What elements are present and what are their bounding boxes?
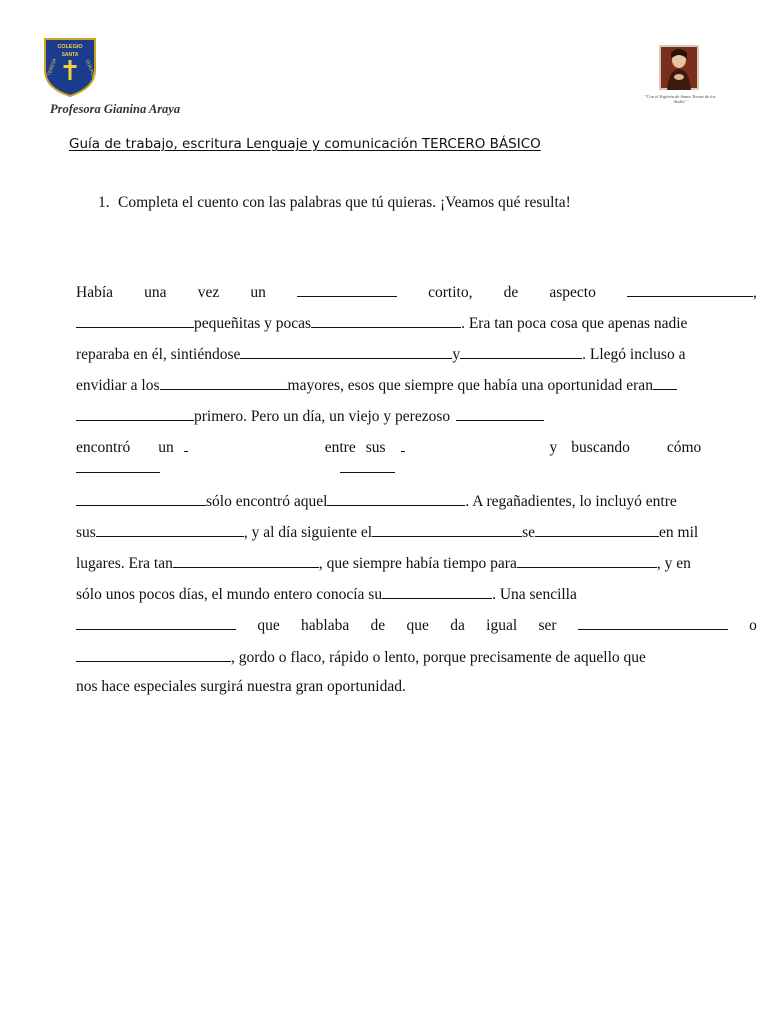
fill-in-blank[interactable] — [76, 313, 194, 328]
fill-in-blank[interactable] — [76, 491, 206, 506]
fill-in-blank[interactable] — [401, 437, 405, 452]
fill-in-blank[interactable] — [76, 406, 194, 421]
fill-in-blank[interactable] — [240, 344, 452, 359]
instruction — [98, 194, 571, 212]
story-word: primero. Pero un día, un viejo y perezoso — [194, 408, 451, 425]
fill-in-blank[interactable] — [96, 522, 244, 537]
fill-in-blank[interactable] — [297, 282, 397, 297]
story-word: se — [522, 524, 536, 541]
fill-in-blank[interactable] — [578, 615, 728, 630]
story-word: . Era tan poca cosa que apenas nadie — [461, 315, 688, 332]
story-line — [76, 375, 757, 395]
story-word: . Llegó incluso a — [582, 346, 686, 363]
fill-in-blank[interactable] — [184, 437, 188, 452]
fill-in-blank[interactable] — [327, 491, 465, 506]
story-word: sus — [365, 439, 386, 456]
instruction-number: 1. — [98, 194, 110, 211]
story-line — [76, 344, 757, 364]
story-word: buscando — [571, 439, 630, 456]
fill-in-blank[interactable] — [76, 647, 231, 662]
story-word: igual — [486, 617, 518, 634]
story-word: o — [749, 617, 757, 634]
fill-in-blank[interactable] — [382, 584, 492, 599]
story-word: entre — [324, 439, 356, 456]
story-line — [76, 406, 757, 426]
story-word: encontró — [76, 439, 131, 456]
fill-in-blank[interactable] — [311, 313, 461, 328]
story-line — [76, 313, 757, 333]
story-line — [76, 522, 757, 542]
story-word: , — [753, 284, 757, 301]
teacher-name: Profesora Gianina Araya — [50, 102, 181, 116]
story-word: un — [158, 439, 174, 456]
fill-in-blank[interactable] — [160, 375, 288, 390]
fill-in-blank[interactable] — [76, 615, 236, 630]
story-word: envidiar a los — [76, 377, 160, 394]
story-line — [76, 584, 757, 604]
fill-in-blank[interactable] — [76, 458, 160, 473]
story-word: vez — [197, 284, 220, 301]
story-word: reparaba en él, sintiéndose — [76, 346, 241, 363]
story-word: , que siempre había tiempo para — [318, 555, 517, 572]
story-word: y — [549, 439, 558, 456]
story-word: pequeñitas y pocas — [194, 315, 312, 332]
story-word: sólo encontró aquel — [206, 493, 328, 510]
story-word: Había — [76, 284, 114, 301]
fill-in-blank[interactable] — [627, 282, 753, 297]
story-word: sus — [76, 524, 96, 541]
story-line — [76, 437, 757, 457]
fill-in-blank[interactable] — [372, 522, 522, 537]
svg-text:TERESA: TERESA — [46, 57, 58, 77]
story-line — [76, 647, 757, 667]
story-word: mayores, esos que siempre que había una oportunidad eran — [287, 377, 653, 394]
story-word: aspecto — [549, 284, 596, 301]
instruction-text: Completa el cuento con las palabras que tú quieras. ¡Veamos qué resulta! — [118, 194, 571, 211]
fill-in-blank[interactable] — [340, 458, 395, 473]
story-word: de — [503, 284, 519, 301]
fill-in-blank[interactable] — [460, 344, 582, 359]
story-line — [76, 282, 757, 302]
story-word: lugares. Era tan — [76, 555, 173, 572]
school-crest-logo — [42, 36, 98, 98]
story-line — [76, 678, 757, 698]
svg-text:COLEGIO: COLEGIO — [57, 44, 83, 50]
story-word: da — [450, 617, 465, 634]
story-word: , y en — [656, 555, 691, 572]
page-title: Guía de trabajo, escritura Lenguaje y comunicación TERCERO BÁSICO — [69, 136, 541, 152]
story-word: nos hace especiales surgirá nuestra gran oportunidad. — [76, 678, 406, 695]
fill-in-blank[interactable] — [173, 553, 319, 568]
story-word: un — [250, 284, 266, 301]
story-word: que — [406, 617, 429, 634]
story-word: sólo unos pocos días, el mundo entero conocía su — [76, 586, 383, 603]
story-word: de — [370, 617, 386, 634]
story-word: . A regañadientes, lo incluyó entre — [465, 493, 677, 510]
story-word: ser — [538, 617, 557, 634]
story-line — [76, 491, 757, 511]
story-word: y — [452, 346, 461, 363]
svg-text:SANTA: SANTA — [61, 52, 79, 58]
fill-in-blank[interactable] — [535, 522, 659, 537]
story-word: cómo — [666, 439, 702, 456]
story-word: que — [257, 617, 280, 634]
saint-portrait-image — [659, 45, 699, 90]
svg-text:QUILPUE: QUILPUE — [85, 58, 97, 79]
story-line — [76, 553, 757, 573]
story-word: hablaba — [301, 617, 350, 634]
story-word: , gordo o flaco, rápido o lento, porque precisamente de aquello que — [231, 649, 646, 666]
story-word: . Una sencilla — [492, 586, 577, 603]
fill-in-blank[interactable] — [653, 375, 677, 390]
story-word: , y al día siguiente el — [243, 524, 373, 541]
portrait-caption: "Con el Espíritu de Santa Teresa de los Andes" — [644, 94, 716, 104]
story-word: una — [144, 284, 167, 301]
story-word: cortito, — [428, 284, 473, 301]
fill-in-blank[interactable] — [456, 406, 544, 421]
story-line — [76, 615, 757, 635]
fill-in-blank[interactable] — [517, 553, 657, 568]
story-word: en mil — [659, 524, 699, 541]
